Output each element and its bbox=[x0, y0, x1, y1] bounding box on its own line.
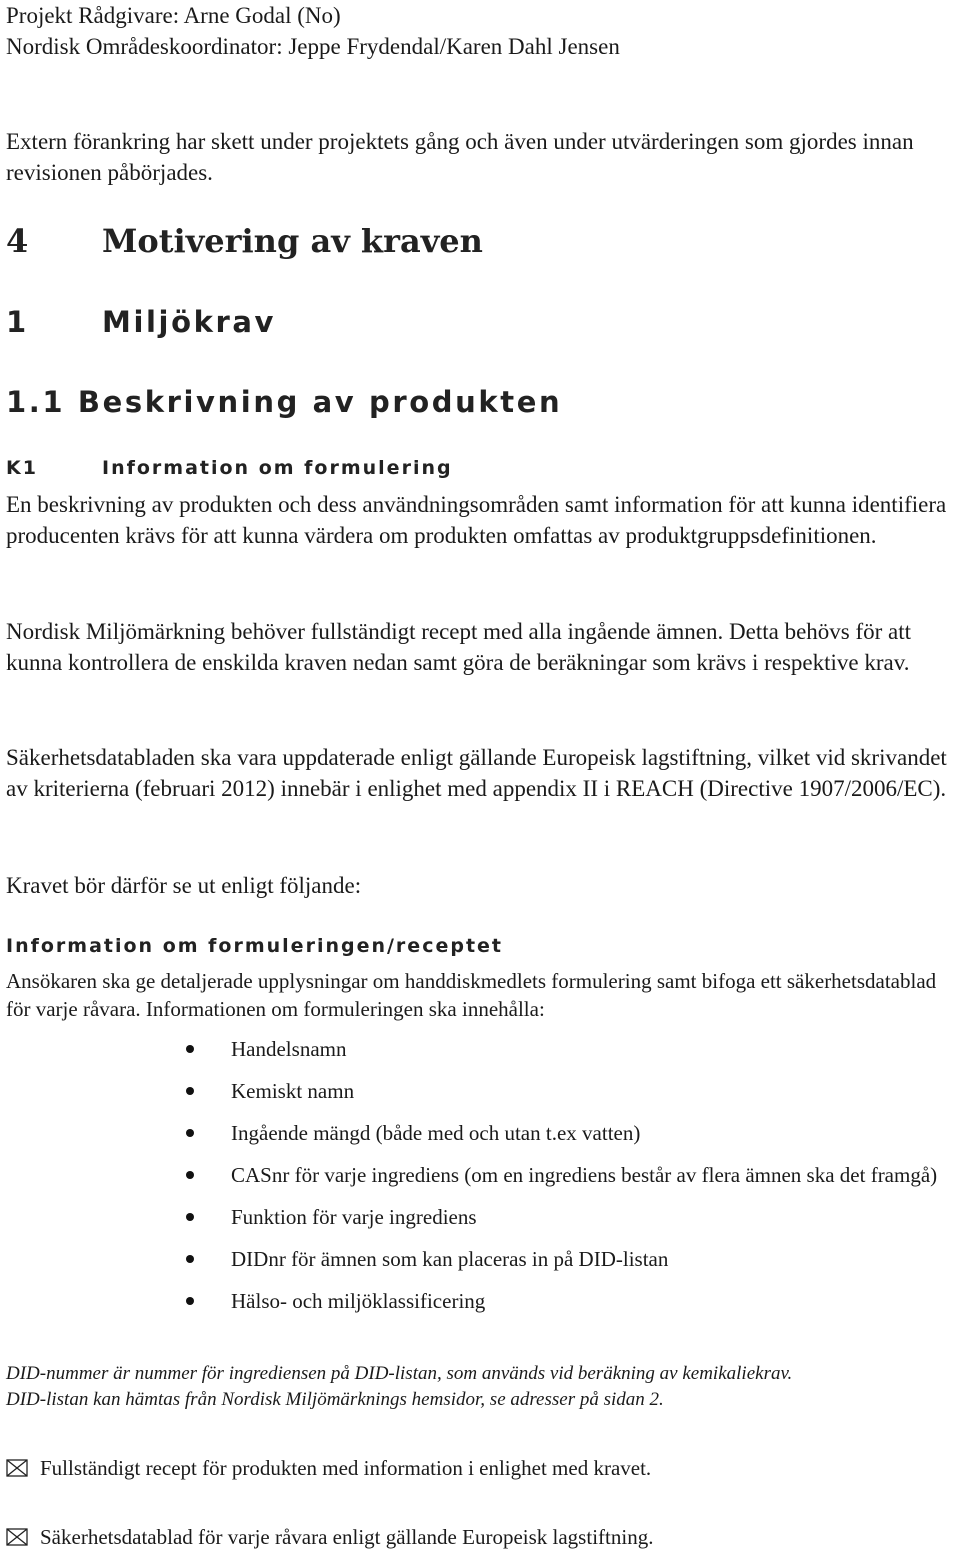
list-item: Kemiskt namn bbox=[178, 1077, 960, 1105]
paragraph-safety-data: Säkerhetsdatabladen ska vara uppdaterade enligt gällande Europeisk lagstiftning, vilket vid skrivandet av kriterierna (februari 2012) innebär i enlighet med appendix II i REACH (Directive 1907/2006/EC). bbox=[6, 745, 947, 801]
requirement-title: Information om formulering bbox=[102, 457, 453, 479]
bullet-icon bbox=[186, 1171, 194, 1179]
checklist-text: Säkerhetsdatablad för varje råvara enligt gällande Europeisk lagstiftning. bbox=[40, 1525, 654, 1549]
requirement-text: Ansökaren ska ge detaljerade upplysningar om handdiskmedlets formulering samt bifoga ett säkerhetsdatablad för varje råvara. Informationen om formuleringen ska innehålla: bbox=[6, 969, 937, 1021]
list-item: Funktion för varje ingrediens bbox=[178, 1203, 960, 1231]
bullet-icon bbox=[186, 1255, 194, 1263]
chapter-title: Motivering av kraven bbox=[102, 222, 483, 260]
list-item: CASnr för varje ingrediens (om en ingrediens består av flera ämnen ska det framgå) bbox=[178, 1161, 960, 1189]
subsection-heading: 1.1 Beskrivning av produkten bbox=[6, 385, 563, 419]
checklist-item-recipe bbox=[6, 1454, 651, 1482]
did-note-line-1: DID-nummer är nummer för ingrediensen på DID-listan, som används vid beräkning av kemikaliekrav. bbox=[6, 1363, 793, 1384]
checkbox-cross-icon bbox=[6, 1456, 32, 1478]
section-title: Miljökrav bbox=[102, 305, 277, 339]
bullet-icon bbox=[186, 1213, 194, 1221]
paragraph-recipe: Nordisk Miljömärkning behöver fullständigt recept med alla ingående ämnen. Detta behövs för att kunna kontrollera de enskilda kraven nedan samt göra de beräkningar som krävs i respektive krav. bbox=[6, 619, 912, 675]
checklist-item-safety-sheet bbox=[6, 1523, 653, 1551]
intro-paragraph: Extern förankring har skett under projektets gång och även under utvärderingen som gjordes innan revisionen påbörjades. bbox=[6, 129, 914, 185]
bullet-icon bbox=[186, 1045, 194, 1053]
checklist-text: Fullständigt recept för produkten med information i enlighet med kravet. bbox=[40, 1456, 652, 1480]
requirement-box-heading: Information om formuleringen/receptet bbox=[6, 935, 503, 957]
list-item: Hälso- och miljöklassificering bbox=[178, 1287, 960, 1315]
checkbox-cross-icon bbox=[6, 1525, 32, 1547]
paragraph-requirement-intro: Kravet bör därför se ut enligt följande: bbox=[6, 873, 362, 898]
did-note-line-2: DID-listan kan hämtas från Nordisk Miljömärknings hemsidor, se adresser på sidan 2. bbox=[6, 1389, 664, 1410]
requirement-number: K1 bbox=[6, 457, 38, 479]
did-note bbox=[6, 1361, 956, 1413]
list-item: Handelsnamn bbox=[178, 1035, 960, 1063]
paragraph-description: En beskrivning av produkten och dess användningsområden samt information för att kunna identifiera producenten krävs för att kunna värdera om produkten omfattas av produktgruppsdefinitionen. bbox=[6, 492, 947, 548]
list-item: DIDnr för ämnen som kan placeras in på DID-listan bbox=[178, 1245, 960, 1273]
chapter-heading bbox=[6, 219, 483, 263]
coordinator-line: Nordisk Områdeskoordinator: Jeppe Frydendal/Karen Dahl Jensen bbox=[6, 34, 620, 59]
bullet-icon bbox=[186, 1087, 194, 1095]
bullet-icon bbox=[186, 1129, 194, 1137]
project-advisor-line: Projekt Rådgivare: Arne Godal (No) bbox=[6, 3, 341, 28]
list-item: Ingående mängd (både med och utan t.ex vatten) bbox=[178, 1119, 960, 1147]
formulation-list bbox=[178, 1035, 960, 1329]
section-number: 1 bbox=[6, 305, 29, 339]
section-heading-miljokrav bbox=[6, 302, 276, 342]
bullet-icon bbox=[186, 1297, 194, 1305]
chapter-number: 4 bbox=[6, 222, 29, 260]
requirement-k1-heading bbox=[6, 455, 453, 481]
